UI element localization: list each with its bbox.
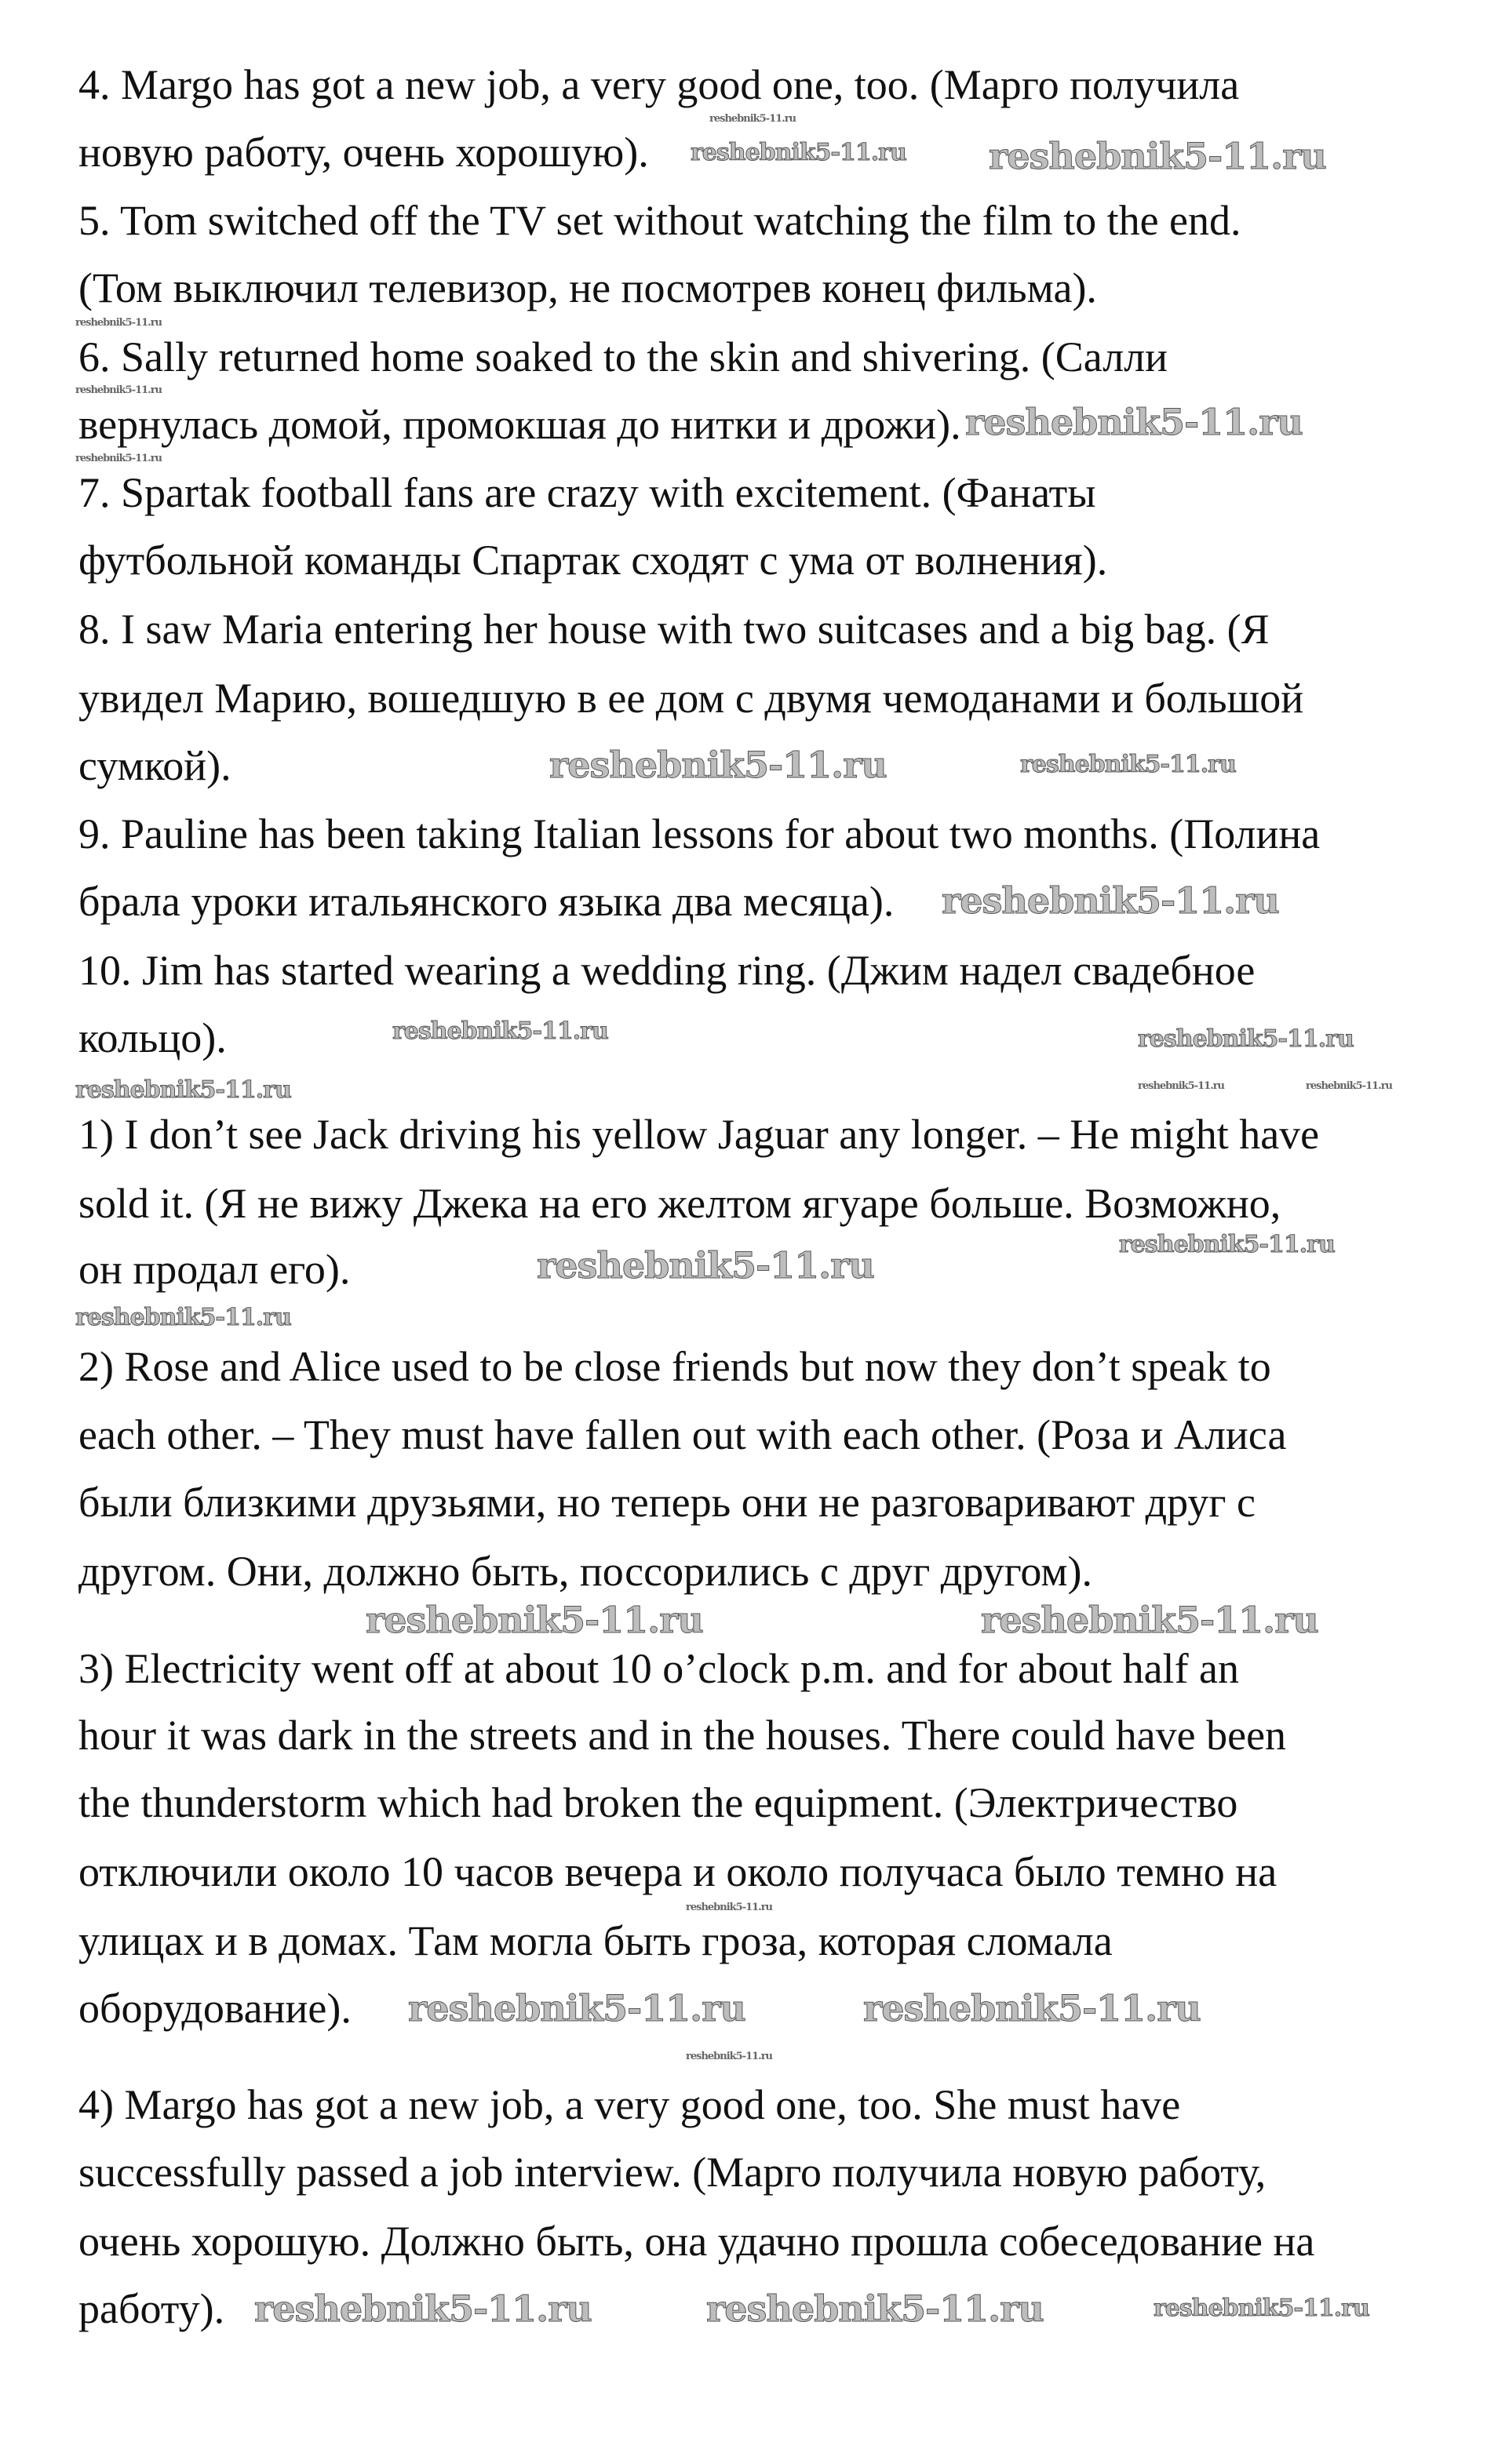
text-line: 2) Rose and Alice used to be close friends but now they don’t speak to [78, 1343, 1271, 1390]
text-line: работу). [78, 2285, 225, 2332]
watermark: reshebnik5-11.ru [75, 1076, 291, 1104]
text-line: 5. Tom switched off the TV set without watching the film to the end. [78, 197, 1241, 244]
watermark: reshebnik5-11.ru [1020, 751, 1236, 778]
text-line: successfully passed a job interview. (Марго получила новую работу, [78, 2149, 1267, 2196]
text-line: each other. – They must have fallen out with each other. (Роза и Алиса [78, 1411, 1287, 1458]
text-line: 6. Sally returned home soaked to the skin and shivering. (Салли [78, 333, 1168, 380]
text-line: футбольной команды Спартак сходят с ума от волнения). [78, 537, 1108, 584]
text-line: 9. Pauline has been taking Italian lessons for about two months. (Полина [78, 810, 1321, 857]
text-line: сумкой). [78, 742, 231, 789]
watermark: reshebnik5-11.ru [686, 2051, 773, 2062]
text-line: были близкими друзьями, но теперь они не разговаривают друг с [78, 1479, 1256, 1526]
text-line: 10. Jim has started wearing a wedding ring. (Джим надел свадебное [78, 947, 1256, 994]
text-line: брала уроки итальянского языка два месяца). [78, 878, 895, 925]
text-line: улицах и в домах. Там могла быть гроза, которая сломала [78, 1917, 1113, 1964]
watermark: reshebnik5-11.ru [981, 1599, 1318, 1641]
text-line: очень хорошую. Должно быть, она удачно прошла собеседование на [78, 2218, 1315, 2265]
text-line: 4) Margo has got a new job, a very good one, too. She must have [78, 2081, 1181, 2128]
text-line: 4. Margo has got a new job, a very good one, too. (Марго получила [78, 61, 1240, 108]
watermark: reshebnik5-11.ru [408, 1987, 745, 2029]
text-line: он продал его). [78, 1246, 351, 1293]
watermark: reshebnik5-11.ru [989, 135, 1326, 177]
text-line: оборудование). [78, 1985, 352, 2032]
watermark: reshebnik5-11.ru [75, 384, 162, 396]
text-line: кольцо). [78, 1014, 227, 1061]
watermark: reshebnik5-11.ru [706, 2287, 1044, 2330]
text-line: другом. Они, должно быть, поссорились с друг другом). [78, 1548, 1092, 1595]
text-line: (Том выключил телевизор, не посмотрев конец фильма). [78, 264, 1097, 311]
watermark: reshebnik5-11.ru [691, 139, 906, 166]
watermark: reshebnik5-11.ru [366, 1599, 703, 1641]
watermark: reshebnik5-11.ru [1154, 2295, 1369, 2322]
watermark: reshebnik5-11.ru [1119, 1231, 1335, 1258]
watermark: reshebnik5-11.ru [75, 453, 162, 464]
watermark: reshebnik5-11.ru [392, 1017, 608, 1045]
text-line: 3) Electricity went off at about 10 o’clock p.m. and for about half an [78, 1645, 1240, 1692]
text-line: sold it. (Я не вижу Джека на его желтом ягуаре больше. Возможно, [78, 1180, 1281, 1227]
text-line: 1) I don’t see Jack driving his yellow Jaguar any longer. – He might have [78, 1111, 1320, 1158]
text-line: 8. I saw Maria entering her house with two suitcases and a big bag. (Я [78, 606, 1270, 653]
watermark: reshebnik5-11.ru [1138, 1080, 1225, 1092]
watermark: reshebnik5-11.ru [75, 317, 162, 329]
watermark: reshebnik5-11.ru [863, 1987, 1201, 2029]
watermark: reshebnik5-11.ru [537, 1244, 874, 1287]
text-line: 7. Spartak football fans are crazy with excitement. (Фанаты [78, 469, 1096, 516]
watermark: reshebnik5-11.ru [942, 879, 1279, 922]
watermark: reshebnik5-11.ru [965, 401, 1303, 443]
watermark: reshebnik5-11.ru [709, 113, 796, 125]
watermark: reshebnik5-11.ru [75, 1304, 291, 1331]
text-line: the thunderstorm which had broken the equipment. (Электричество [78, 1779, 1238, 1826]
text-line: отключили около 10 часов вечера и около получаса было темно на [78, 1848, 1277, 1895]
watermark: reshebnik5-11.ru [254, 2287, 592, 2330]
watermark: reshebnik5-11.ru [1138, 1025, 1354, 1053]
text-line: вернулась домой, промокшая до нитки и дрожи). [78, 401, 961, 448]
text-line: новую работу, очень хорошую). [78, 129, 649, 176]
text-line: hour it was dark in the streets and in the houses. There could have been [78, 1712, 1287, 1759]
watermark: reshebnik5-11.ru [549, 744, 887, 786]
watermark: reshebnik5-11.ru [1306, 1080, 1393, 1092]
watermark: reshebnik5-11.ru [686, 1902, 773, 1913]
text-line: увидел Марию, вошедшую в ее дом с двумя чемоданами и большой [78, 675, 1304, 722]
